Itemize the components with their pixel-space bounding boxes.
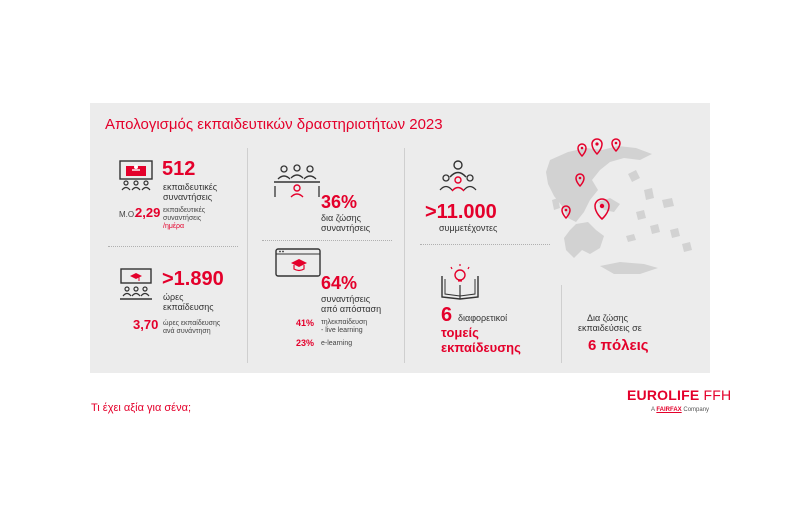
remote-label-1: συναντήσεις	[321, 294, 371, 304]
elearn-line-1: e-learning	[321, 340, 353, 347]
avg-value: 2,29	[135, 205, 161, 220]
tele-value: 41%	[296, 318, 315, 328]
divider-mid	[262, 240, 392, 241]
tele-line-2: - live learning	[321, 327, 363, 334]
cities-label-2: εκπαιδεύσεις σε	[578, 323, 642, 333]
cities-value: 6 πόλεις	[588, 337, 649, 354]
sub-suffix: Company	[681, 407, 710, 413]
sectors-label-1: διαφορετικοί	[458, 313, 508, 323]
divider-1	[247, 148, 248, 363]
lecture-icon	[118, 268, 154, 302]
fairfax-name: FAIRFAX	[656, 407, 682, 413]
tele-line-1: τηλεκπαίδευση	[321, 319, 368, 326]
avg-prefix: Μ.Ο.	[119, 210, 137, 219]
brand-ffh: FFH	[699, 387, 732, 403]
remote-value: 64%	[321, 273, 358, 293]
divider-right	[420, 244, 550, 245]
brand-main: EUROLIFE	[627, 387, 700, 403]
sub-prefix: A	[651, 407, 657, 413]
remote-label-2: από απόσταση	[321, 304, 382, 314]
sectors-label-3: εκπαίδευσης	[441, 340, 521, 355]
divider-left	[108, 246, 238, 247]
book-idea-icon	[440, 264, 480, 300]
avg-line-3: /ημέρα	[163, 223, 185, 230]
hours-label-1: ώρες	[163, 292, 184, 302]
hours-per-line-1: ώρες εκπαίδευσης	[163, 320, 221, 327]
hours-value: >1.890	[162, 268, 224, 290]
divider-2	[404, 148, 405, 363]
meetings-value: 512	[162, 158, 196, 180]
participants-label: συμμετέχοντες	[439, 223, 498, 233]
meetings-label-1: εκπαιδευτικές	[163, 182, 218, 192]
live-label-1: δια ζώσης	[321, 213, 362, 223]
fairfax-tagline	[651, 407, 709, 413]
page-title: Απολογισμός εκπαιδευτικών δραστηριοτήτων 2023	[105, 116, 443, 133]
live-label-2: συναντήσεις	[321, 223, 371, 233]
elearn-value: 23%	[296, 338, 315, 348]
divider-3	[561, 285, 562, 363]
hours-per-value: 3,70	[133, 317, 159, 332]
meetings-label-2: συναντήσεις	[163, 192, 213, 202]
greece-map	[540, 140, 700, 280]
meeting-icon	[272, 164, 322, 198]
footer-slogan: Τι έχει αξία για σένα;	[91, 402, 192, 414]
sectors-label-2: τομείς	[441, 325, 479, 340]
presentation-icon	[118, 160, 154, 192]
cities-label-1: Δια ζώσης	[587, 313, 629, 323]
live-value: 36%	[321, 192, 358, 212]
hours-per-line-2: ανά συνάντηση	[163, 328, 211, 335]
hours-label-2: εκπαίδευσης	[163, 302, 214, 312]
participants-value: >11.000	[425, 201, 497, 223]
eurolife-logo[interactable]	[627, 387, 731, 403]
avg-line-1: εκπαιδευτικές	[163, 207, 206, 214]
sectors-value: 6	[441, 304, 453, 326]
participants-icon	[438, 160, 478, 192]
elearning-icon	[275, 248, 321, 278]
avg-line-2: συναντήσεις	[163, 215, 202, 222]
